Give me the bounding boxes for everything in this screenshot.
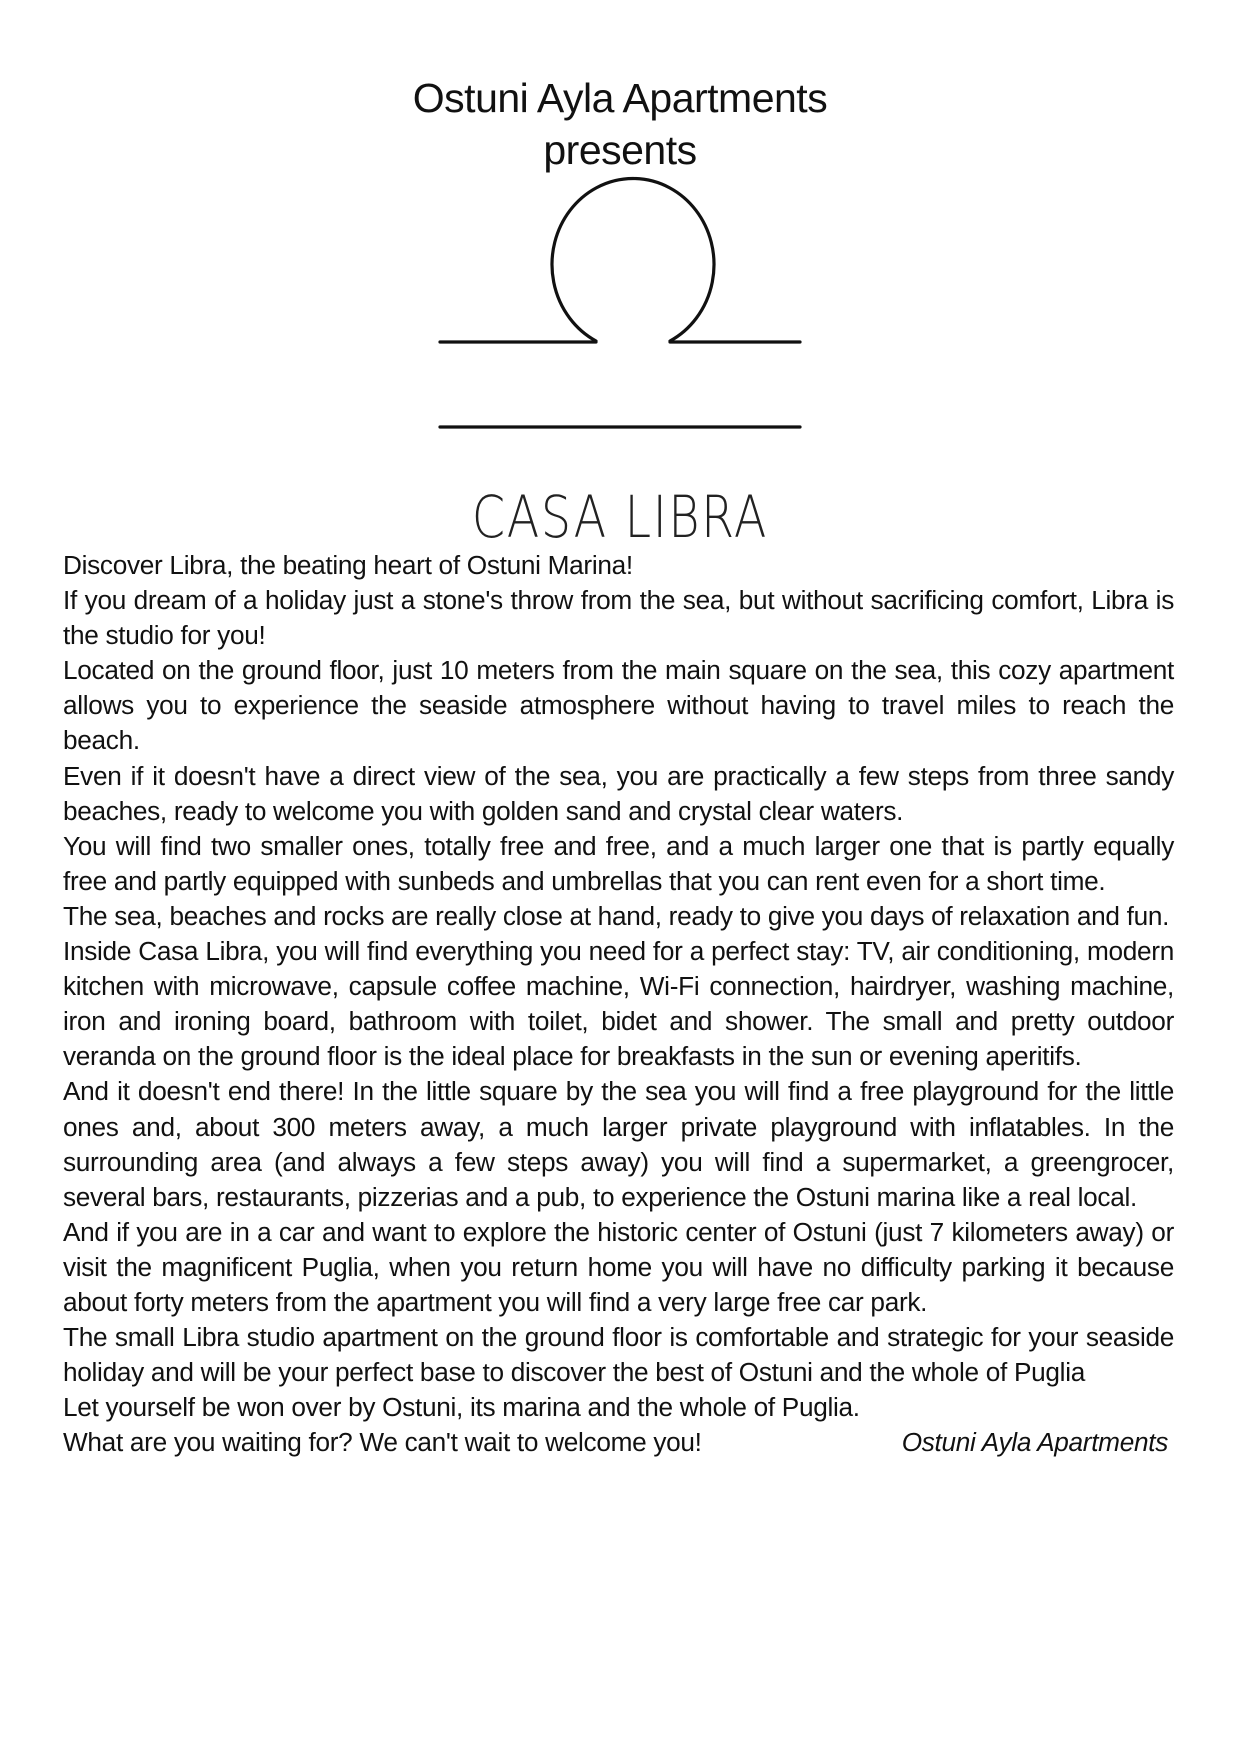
closing-line (63, 1425, 1174, 1460)
paragraph: If you dream of a holiday just a stone's throw from the sea, but without sacrificing comfort, Libra is the studio for you! (63, 585, 1174, 651)
paragraph: And it doesn't end there! In the little square by the sea you will find a free playground for the little ones and, about 300 meters away, a much larger private playground with inflatables. In the surrounding area (and always a few steps away) you will find a supermarket, a greengrocer, several bars, restaurants, pizzerias and a pub, to experience the Ostuni marina like a real local. (63, 1076, 1174, 1212)
signature: Ostuni Ayla Apartments (901, 1427, 1168, 1458)
libra-arc (552, 178, 714, 341)
paragraph: Inside Casa Libra, you will find everything you need for a perfect stay: TV, air conditioning, modern kitchen with microwave, capsule coffee machine, Wi-Fi connection, hairdryer, washing machine, iron and ironing board, bathroom with toilet, bidet and shower. The small and pretty outdoor veranda on the ground floor is the ideal place for breakfasts in the sun or evening aperitifs. (63, 936, 1174, 1072)
paragraph: Located on the ground floor, just 10 meters from the main square on the sea, this cozy apartment allows you to experience the seaside atmosphere without having to travel miles to reach the beach. (63, 655, 1174, 756)
paragraph: Let yourself be won over by Ostuni, its marina and the whole of Puglia. (63, 1392, 860, 1423)
header-line-2: presents (543, 127, 697, 173)
description (63, 548, 1174, 1460)
paragraph: The small Libra studio apartment on the ground floor is comfortable and strategic for your seaside holiday and will be your perfect base to discover the best of Ostuni and the whole of Puglia (63, 1322, 1174, 1388)
property-title: CASA LIBRA (471, 483, 769, 551)
paragraph: The sea, beaches and rocks are really close at hand, ready to give you days of relaxation and fun. (63, 900, 1170, 931)
header (0, 72, 1240, 176)
closing-text: What are you waiting for? We can't wait to welcome you! (63, 1427, 702, 1458)
header-line-1: Ostuni Ayla Apartments (412, 75, 828, 121)
paragraph: And if you are in a car and want to explore the historic center of Ostuni (just 7 kilometers away) or visit the magnificent Puglia, when you return home you will have no difficulty parking it because about forty meters from the apartment you will find a very large free car park. (63, 1216, 1174, 1317)
paragraph: Discover Libra, the beating heart of Ostuni Marina! (63, 550, 633, 580)
libra-icon (0, 175, 1240, 445)
paragraph: You will find two smaller ones, totally free and free, and a much larger one that is partly equally free and partly equipped with sunbeds and umbrellas that you can rent even for a short time. (63, 830, 1174, 896)
paragraph: Even if it doesn't have a direct view of the sea, you are practically a few steps from three sandy beaches, ready to welcome you with golden sand and crystal clear waters. (63, 760, 1174, 826)
